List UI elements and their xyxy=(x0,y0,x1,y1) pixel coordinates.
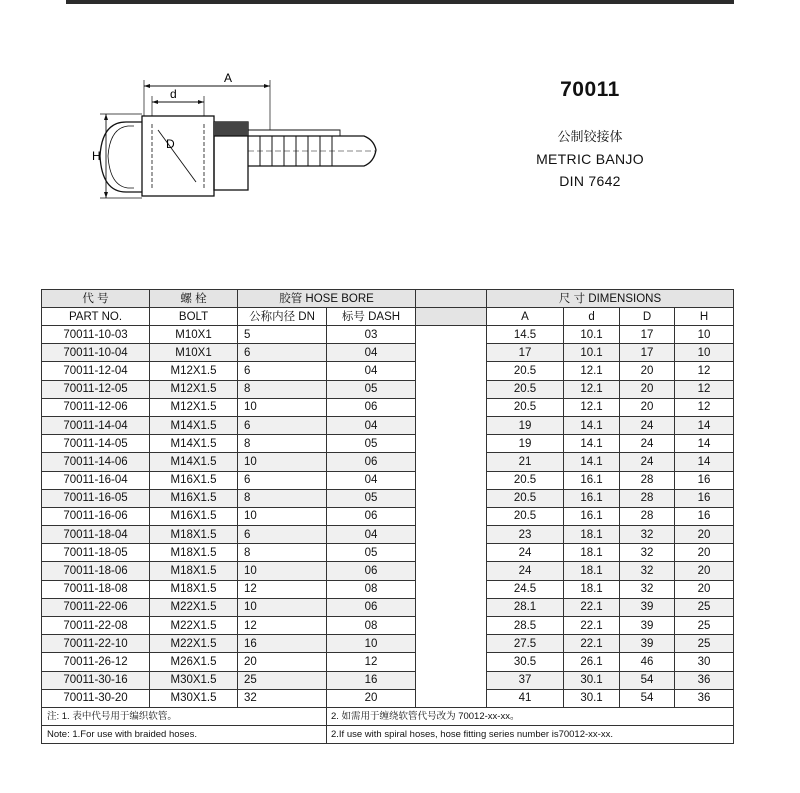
table-row xyxy=(42,507,734,525)
cell-part-no: 70011-12-04 xyxy=(42,362,150,380)
row-gap xyxy=(416,489,487,507)
cell-dim-a: 37 xyxy=(487,671,564,689)
cell-dash: 04 xyxy=(327,344,416,362)
cell-bolt: M18X1.5 xyxy=(150,526,238,544)
row-gap xyxy=(416,453,487,471)
cell-dash: 08 xyxy=(327,580,416,598)
cell-dim-h: 25 xyxy=(675,635,734,653)
cell-dim-d: 16.1 xyxy=(564,489,620,507)
standard-label: DIN 7642 xyxy=(559,173,621,189)
cell-dn: 8 xyxy=(238,380,327,398)
cell-bolt: M14X1.5 xyxy=(150,453,238,471)
table-row xyxy=(42,435,734,453)
cell-dash: 04 xyxy=(327,526,416,544)
product-name-cn: 公制铰接体 xyxy=(557,130,623,145)
cell-dim-a: 20.5 xyxy=(487,471,564,489)
model-number: 70011 xyxy=(560,78,620,101)
product-name-en: METRIC BANJO xyxy=(536,151,644,167)
cell-dim-D: 20 xyxy=(620,398,675,416)
cell-dash: 05 xyxy=(327,380,416,398)
cell-dim-d: 14.1 xyxy=(564,416,620,434)
cell-dim-D: 46 xyxy=(620,653,675,671)
cell-bolt: M16X1.5 xyxy=(150,507,238,525)
cell-dash: 06 xyxy=(327,507,416,525)
cell-dim-h: 20 xyxy=(675,562,734,580)
banjo-fitting-drawing xyxy=(84,66,404,216)
table-row xyxy=(42,635,734,653)
cell-dim-D: 28 xyxy=(620,507,675,525)
cell-dim-a: 23 xyxy=(487,526,564,544)
cell-dim-a: 21 xyxy=(487,453,564,471)
cell-part-no: 70011-22-08 xyxy=(42,617,150,635)
cell-dim-a: 19 xyxy=(487,435,564,453)
row-gap xyxy=(416,416,487,434)
cell-dash: 04 xyxy=(327,471,416,489)
cell-dim-d: 18.1 xyxy=(564,526,620,544)
dim-d-large-label: D xyxy=(166,137,175,151)
cell-dim-h: 12 xyxy=(675,362,734,380)
cell-dim-a: 24 xyxy=(487,544,564,562)
cell-dim-d: 22.1 xyxy=(564,598,620,616)
row-gap xyxy=(416,344,487,362)
cell-bolt: M26X1.5 xyxy=(150,653,238,671)
header-gap xyxy=(416,290,487,308)
cell-part-no: 70011-14-06 xyxy=(42,453,150,471)
cell-dim-d: 26.1 xyxy=(564,653,620,671)
cell-dn: 8 xyxy=(238,435,327,453)
row-gap xyxy=(416,653,487,671)
cell-part-no: 70011-14-05 xyxy=(42,435,150,453)
cell-bolt: M18X1.5 xyxy=(150,562,238,580)
cell-dim-D: 28 xyxy=(620,471,675,489)
note-cn-2: 2. 如需用于缠绕软管代号改为 70012-xx-xx。 xyxy=(327,707,734,725)
cell-dim-h: 16 xyxy=(675,471,734,489)
cell-dim-D: 39 xyxy=(620,617,675,635)
cell-dim-a: 17 xyxy=(487,344,564,362)
cell-dim-a: 24 xyxy=(487,562,564,580)
table-row xyxy=(42,544,734,562)
cell-dn: 20 xyxy=(238,653,327,671)
cell-dim-d: 30.1 xyxy=(564,671,620,689)
row-gap xyxy=(416,635,487,653)
cell-dim-a: 24.5 xyxy=(487,580,564,598)
cell-dim-a: 20.5 xyxy=(487,489,564,507)
cell-bolt: M22X1.5 xyxy=(150,617,238,635)
cell-dim-a: 27.5 xyxy=(487,635,564,653)
table-row xyxy=(42,471,734,489)
note-en-2: 2.If use with spiral hoses, hose fitting series number is70012-xx-xx. xyxy=(327,726,734,744)
cell-dim-a: 14.5 xyxy=(487,326,564,344)
cell-dim-D: 39 xyxy=(620,598,675,616)
cell-dim-d: 10.1 xyxy=(564,326,620,344)
dim-d-small-label: d xyxy=(170,87,177,101)
header-gap xyxy=(416,308,487,326)
cell-dim-h: 10 xyxy=(675,344,734,362)
header-code-en: PART NO. xyxy=(42,308,150,326)
cell-dim-h: 20 xyxy=(675,544,734,562)
cell-dim-a: 30.5 xyxy=(487,653,564,671)
cell-part-no: 70011-18-08 xyxy=(42,580,150,598)
row-gap xyxy=(416,544,487,562)
cell-part-no: 70011-30-16 xyxy=(42,671,150,689)
cell-dim-d: 14.1 xyxy=(564,435,620,453)
cell-dim-D: 32 xyxy=(620,526,675,544)
cell-dim-h: 12 xyxy=(675,380,734,398)
cell-dn: 25 xyxy=(238,671,327,689)
row-gap xyxy=(416,380,487,398)
cell-part-no: 70011-26-12 xyxy=(42,653,150,671)
cell-dim-D: 28 xyxy=(620,489,675,507)
cell-dim-a: 20.5 xyxy=(487,507,564,525)
cell-dash: 20 xyxy=(327,689,416,707)
cell-dim-d: 16.1 xyxy=(564,471,620,489)
top-rule xyxy=(66,0,734,4)
cell-dn: 10 xyxy=(238,398,327,416)
cell-dim-D: 32 xyxy=(620,580,675,598)
cell-dash: 05 xyxy=(327,489,416,507)
table-row xyxy=(42,362,734,380)
cell-dim-a: 41 xyxy=(487,689,564,707)
cell-dim-a: 28.1 xyxy=(487,598,564,616)
cell-part-no: 70011-22-06 xyxy=(42,598,150,616)
cell-dim-h: 10 xyxy=(675,326,734,344)
cell-dim-h: 30 xyxy=(675,653,734,671)
cell-dim-D: 32 xyxy=(620,562,675,580)
cell-bolt: M30X1.5 xyxy=(150,689,238,707)
cell-bolt: M22X1.5 xyxy=(150,598,238,616)
table-row xyxy=(42,580,734,598)
cell-bolt: M22X1.5 xyxy=(150,635,238,653)
cell-dim-h: 36 xyxy=(675,689,734,707)
cell-bolt: M30X1.5 xyxy=(150,671,238,689)
cell-part-no: 70011-12-05 xyxy=(42,380,150,398)
cell-dim-D: 17 xyxy=(620,344,675,362)
cell-dim-D: 54 xyxy=(620,689,675,707)
dim-a-label: A xyxy=(224,71,233,85)
table-row xyxy=(42,453,734,471)
cell-dash: 12 xyxy=(327,653,416,671)
table-row xyxy=(42,689,734,707)
cell-dash: 04 xyxy=(327,416,416,434)
cell-dn: 6 xyxy=(238,526,327,544)
cell-bolt: M10X1 xyxy=(150,344,238,362)
table-row xyxy=(42,617,734,635)
cell-dn: 6 xyxy=(238,344,327,362)
cell-part-no: 70011-16-05 xyxy=(42,489,150,507)
table-row xyxy=(42,526,734,544)
header-d: d xyxy=(564,308,620,326)
row-gap xyxy=(416,689,487,707)
row-gap xyxy=(416,398,487,416)
cell-dn: 12 xyxy=(238,617,327,635)
spec-table-body xyxy=(42,326,734,708)
header-hose-bore: 胶管 HOSE BORE xyxy=(238,290,416,308)
row-gap xyxy=(416,435,487,453)
cell-part-no: 70011-10-04 xyxy=(42,344,150,362)
cell-dim-d: 22.1 xyxy=(564,635,620,653)
cell-dash: 08 xyxy=(327,617,416,635)
cell-bolt: M18X1.5 xyxy=(150,580,238,598)
row-gap xyxy=(416,471,487,489)
cell-dn: 6 xyxy=(238,471,327,489)
cell-dn: 6 xyxy=(238,416,327,434)
cell-part-no: 70011-22-10 xyxy=(42,635,150,653)
cell-dim-d: 10.1 xyxy=(564,344,620,362)
cell-dim-d: 30.1 xyxy=(564,689,620,707)
cell-dim-D: 39 xyxy=(620,635,675,653)
cell-dim-d: 12.1 xyxy=(564,398,620,416)
cell-dn: 6 xyxy=(238,362,327,380)
cell-part-no: 70011-16-04 xyxy=(42,471,150,489)
cell-dim-d: 22.1 xyxy=(564,617,620,635)
cell-part-no: 70011-18-05 xyxy=(42,544,150,562)
cell-dim-D: 32 xyxy=(620,544,675,562)
table-row xyxy=(42,489,734,507)
cell-dim-d: 14.1 xyxy=(564,453,620,471)
cell-dash: 06 xyxy=(327,562,416,580)
cell-dim-a: 20.5 xyxy=(487,362,564,380)
cell-dn: 5 xyxy=(238,326,327,344)
cell-dn: 8 xyxy=(238,489,327,507)
cell-part-no: 70011-16-06 xyxy=(42,507,150,525)
cell-dash: 10 xyxy=(327,635,416,653)
table-row xyxy=(42,416,734,434)
cell-dim-D: 54 xyxy=(620,671,675,689)
cell-part-no: 70011-10-03 xyxy=(42,326,150,344)
cell-dim-h: 14 xyxy=(675,435,734,453)
cell-dash: 06 xyxy=(327,398,416,416)
cell-dim-d: 18.1 xyxy=(564,562,620,580)
cell-bolt: M14X1.5 xyxy=(150,416,238,434)
row-gap xyxy=(416,362,487,380)
cell-dim-d: 12.1 xyxy=(564,362,620,380)
cell-dim-D: 24 xyxy=(620,416,675,434)
table-row xyxy=(42,398,734,416)
cell-dim-h: 36 xyxy=(675,671,734,689)
header-code-cn: 代 号 xyxy=(42,290,150,308)
row-gap xyxy=(416,617,487,635)
cell-dim-d: 18.1 xyxy=(564,580,620,598)
cell-dim-D: 20 xyxy=(620,380,675,398)
cell-dn: 10 xyxy=(238,562,327,580)
cell-dim-a: 20.5 xyxy=(487,398,564,416)
cell-part-no: 70011-14-04 xyxy=(42,416,150,434)
cell-dim-D: 17 xyxy=(620,326,675,344)
cell-dn: 16 xyxy=(238,635,327,653)
cell-dash: 03 xyxy=(327,326,416,344)
cell-dn: 10 xyxy=(238,507,327,525)
table-row xyxy=(42,562,734,580)
cell-dash: 16 xyxy=(327,671,416,689)
table-row xyxy=(42,598,734,616)
row-gap xyxy=(416,671,487,689)
table-row xyxy=(42,653,734,671)
cell-dim-h: 14 xyxy=(675,453,734,471)
cell-dim-h: 16 xyxy=(675,507,734,525)
cell-dim-h: 16 xyxy=(675,489,734,507)
cell-bolt: M12X1.5 xyxy=(150,398,238,416)
cell-dim-a: 28.5 xyxy=(487,617,564,635)
cell-part-no: 70011-18-06 xyxy=(42,562,150,580)
cell-dim-D: 24 xyxy=(620,435,675,453)
note-en-1: Note: 1.For use with braided hoses. xyxy=(42,726,327,744)
cell-part-no: 70011-12-06 xyxy=(42,398,150,416)
row-gap xyxy=(416,326,487,344)
cell-bolt: M12X1.5 xyxy=(150,380,238,398)
cell-dim-h: 12 xyxy=(675,398,734,416)
cell-bolt: M10X1 xyxy=(150,326,238,344)
cell-bolt: M16X1.5 xyxy=(150,471,238,489)
row-gap xyxy=(416,526,487,544)
cell-bolt: M12X1.5 xyxy=(150,362,238,380)
cell-dim-h: 25 xyxy=(675,617,734,635)
cell-dash: 06 xyxy=(327,453,416,471)
table-row xyxy=(42,671,734,689)
cell-dim-d: 12.1 xyxy=(564,380,620,398)
cell-dim-h: 25 xyxy=(675,598,734,616)
cell-dash: 04 xyxy=(327,362,416,380)
header-a: A xyxy=(487,308,564,326)
spec-table xyxy=(41,289,734,744)
cell-dn: 32 xyxy=(238,689,327,707)
cell-dash: 05 xyxy=(327,544,416,562)
header-dash: 标号 DASH xyxy=(327,308,416,326)
cell-dim-h: 20 xyxy=(675,580,734,598)
row-gap xyxy=(416,598,487,616)
cell-dim-D: 24 xyxy=(620,453,675,471)
header-dn: 公称内径 DN xyxy=(238,308,327,326)
cell-dn: 8 xyxy=(238,544,327,562)
cell-part-no: 70011-18-04 xyxy=(42,526,150,544)
cell-dim-d: 18.1 xyxy=(564,544,620,562)
cell-dn: 10 xyxy=(238,453,327,471)
header-dimensions: 尺 寸 DIMENSIONS xyxy=(487,290,734,308)
dim-h-label: H xyxy=(92,149,101,163)
header-bolt-en: BOLT xyxy=(150,308,238,326)
cell-dim-h: 14 xyxy=(675,416,734,434)
cell-dim-h: 20 xyxy=(675,526,734,544)
cell-dn: 10 xyxy=(238,598,327,616)
table-row xyxy=(42,344,734,362)
title-block xyxy=(490,78,690,195)
cell-dim-a: 19 xyxy=(487,416,564,434)
note-cn-1: 注: 1. 表中代号用于编织软管。 xyxy=(42,707,327,725)
table-row xyxy=(42,380,734,398)
cell-dn: 12 xyxy=(238,580,327,598)
cell-part-no: 70011-30-20 xyxy=(42,689,150,707)
cell-dim-d: 16.1 xyxy=(564,507,620,525)
header-h: H xyxy=(675,308,734,326)
cell-dim-a: 20.5 xyxy=(487,380,564,398)
cell-dim-D: 20 xyxy=(620,362,675,380)
cell-bolt: M16X1.5 xyxy=(150,489,238,507)
row-gap xyxy=(416,562,487,580)
row-gap xyxy=(416,580,487,598)
header-bolt-cn: 螺 栓 xyxy=(150,290,238,308)
cell-dash: 05 xyxy=(327,435,416,453)
row-gap xyxy=(416,507,487,525)
header-D: D xyxy=(620,308,675,326)
cell-bolt: M14X1.5 xyxy=(150,435,238,453)
cell-dash: 06 xyxy=(327,598,416,616)
table-row xyxy=(42,326,734,344)
cell-bolt: M18X1.5 xyxy=(150,544,238,562)
